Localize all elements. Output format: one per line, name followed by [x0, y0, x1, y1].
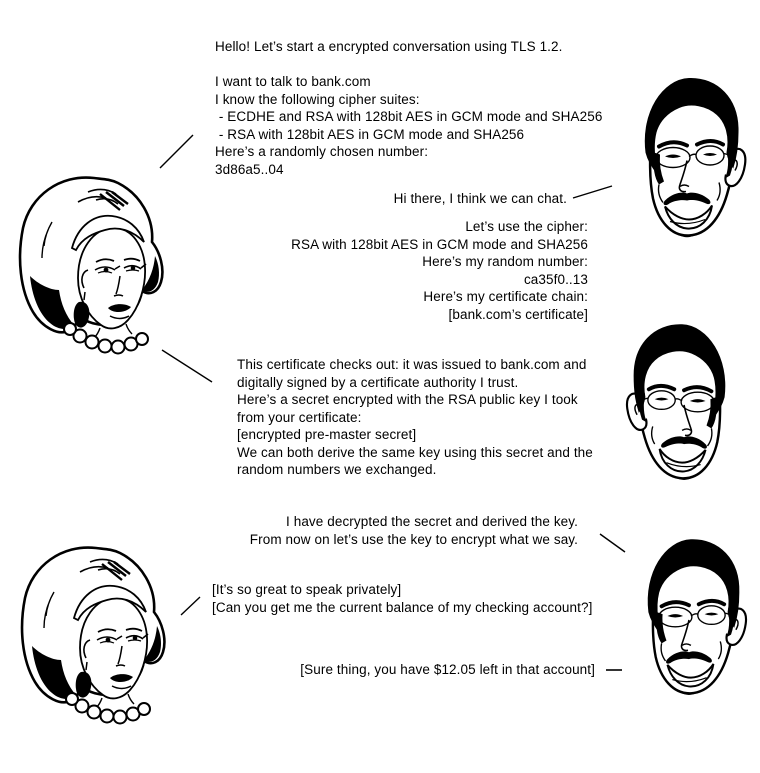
text-line: Here’s a randomly chosen number:: [215, 144, 429, 159]
text-line: Let’s use the cipher:: [465, 219, 588, 234]
connector-line-client-hello: [160, 135, 193, 168]
text-line: I know the following cipher suites:: [215, 91, 420, 107]
connector-line-server-key: [600, 534, 625, 552]
text-line: [215, 56, 602, 74]
text-line: 3d86a5..04: [215, 161, 284, 177]
message-client-encrypted-chat: [212, 581, 592, 616]
message-client-certificate-check: [237, 356, 593, 479]
server-man-face-illustration: [617, 315, 753, 491]
text-line: Here’s my random number:: [422, 254, 588, 269]
text-line: from your certificate:: [237, 409, 362, 425]
text-line: We can both derive the same key using this secret and the: [237, 444, 593, 460]
text-line: I have decrypted the secret and derived the key.: [286, 514, 578, 529]
text-line: [bank.com’s certificate]: [448, 306, 588, 322]
message-server-hi-there: [394, 190, 567, 208]
client-woman-face-illustration: [10, 540, 178, 732]
text-line: random numbers we exchanged.: [237, 462, 437, 477]
text-line: - RSA with 128bit AES in GCM mode and SHA256: [215, 126, 525, 142]
text-line: digitally signed by a certificate authority I trust.: [237, 374, 519, 390]
server-man-face-illustration: [621, 68, 751, 249]
connector-line-client-private: [181, 597, 200, 615]
message-server-key-derived: [250, 513, 578, 548]
text-line: [Sure thing, you have $12.05 left in that account]: [300, 662, 595, 677]
text-line: Here’s my certificate chain:: [423, 289, 588, 304]
message-server-cipher-choice: [291, 218, 588, 323]
message-server-encrypted-reply: [300, 661, 595, 679]
text-line: - ECDHE and RSA with 128bit AES in GCM mode and SHA256: [215, 109, 603, 124]
text-line: I want to talk to bank.com: [215, 74, 371, 89]
connector-line-server-hi: [573, 186, 612, 198]
server-man-face-illustration: [623, 530, 753, 706]
text-line: From now on let’s use the key to encrypt what we say.: [249, 531, 578, 547]
text-line: This certificate checks out: it was issued to bank.com and: [237, 357, 587, 372]
text-line: ca35f0..13: [523, 271, 588, 287]
text-line: [Can you get me the current balance of my checking account?]: [212, 599, 593, 615]
text-line: Hi there, I think we can chat.: [393, 191, 567, 206]
client-woman-face-illustration: [8, 170, 176, 362]
text-line: Here’s a secret encrypted with the RSA public key I took: [237, 392, 578, 407]
text-line: [It’s so great to speak privately]: [212, 582, 402, 597]
text-line: Hello! Let’s start a encrypted conversation using TLS 1.2.: [215, 39, 563, 54]
text-line: RSA with 128bit AES in GCM mode and SHA256: [291, 236, 588, 252]
text-line: [encrypted pre-master secret]: [237, 427, 417, 442]
message-client-hello: [215, 38, 602, 178]
